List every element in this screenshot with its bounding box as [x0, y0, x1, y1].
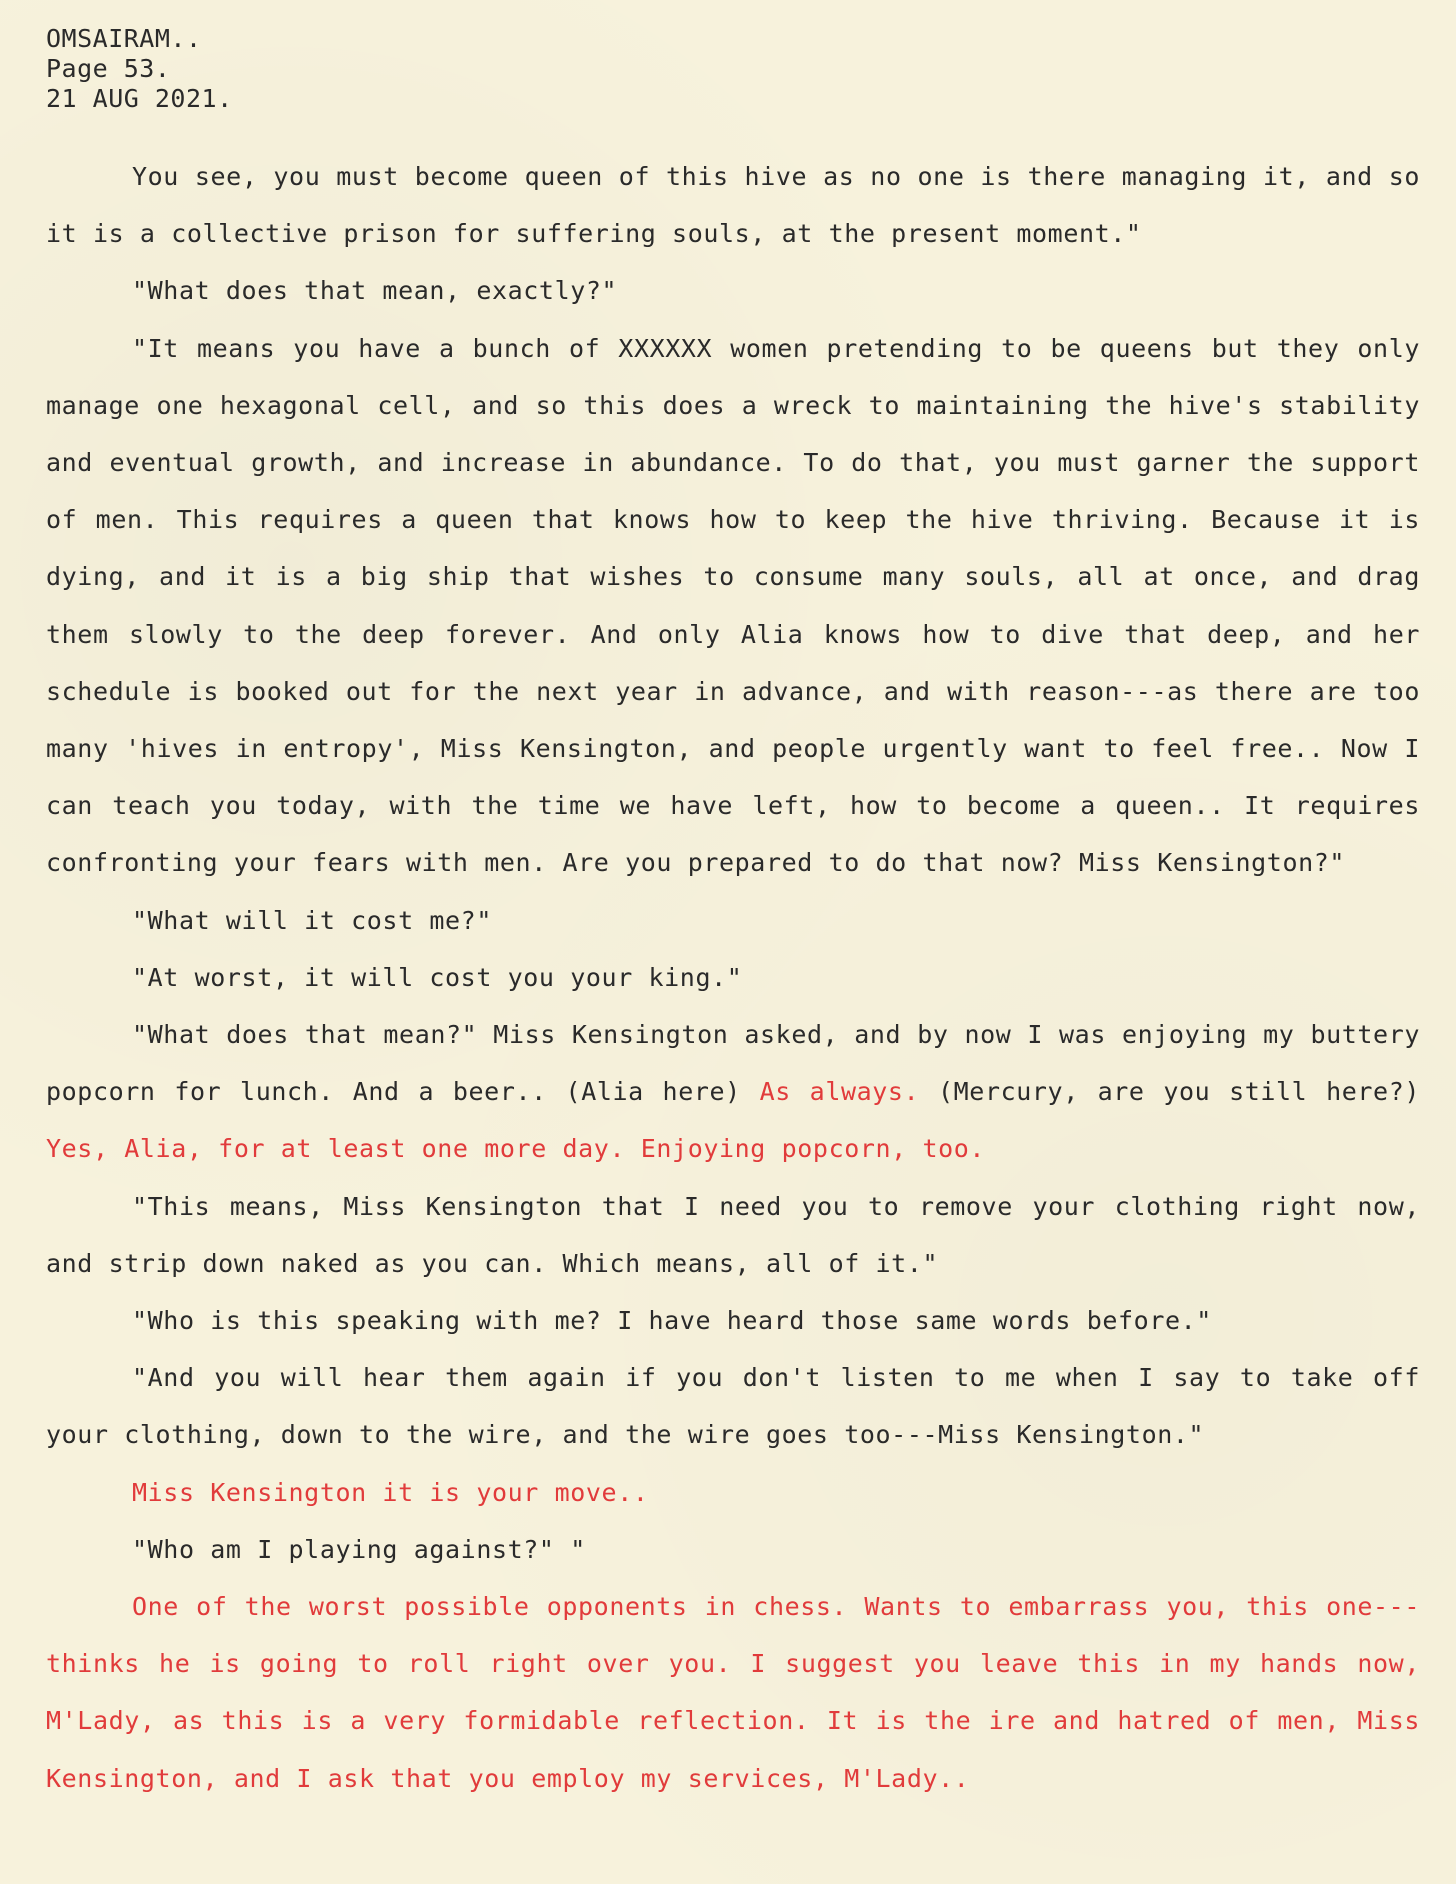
- paragraph: "This means, Miss Kensington that I need you to remove your clothing right now, and strip down naked as you can. Which means, all of it.": [46, 1191, 1420, 1278]
- paragraph: "Who am I playing against?" ": [132, 1534, 586, 1564]
- paragraph: "It means you have a bunch of XXXXXX women pretending to be queens but they only manage one hexagonal cell, and so this does a wreck to maintaining the hive's stability and eventual growth, and increase in abundance. To do that, you must garner the support of men. This requires a queen that knows how to keep the hive thriving. Because it is dying, and it is a big ship that wishes to consume many souls, all at once, and drag them slowly to the deep forever. And only Alia knows how to dive that deep, and her schedule is booked out for the next year in advance, and with reason---as there are too many 'hives in entropy', Miss Kensington, and people urgently want to feel free.. Now I can teach you today, with the time we have left, how to become a queen.. It requires confronting your fears with men. Are you prepared to do that now? Miss Kensington?": [46, 333, 1420, 878]
- red-paragraph: Miss Kensington it is your move..: [132, 1477, 649, 1507]
- red-text: Yes, Alia, for at least one more day. Enjoying popcorn, too.: [46, 1134, 986, 1164]
- paragraph: You see, you must become queen of this hive as no one is there managing it, and so it is a collective prison for suffering souls, at the present moment.": [46, 162, 1420, 249]
- paragraph: "And you will hear them again if you don't listen to me when I say to take off your clothing, down to the wire, and the wire goes too---Miss Kensington.": [46, 1363, 1420, 1450]
- paragraph: "Who is this speaking with me? I have heard those same words before.": [132, 1306, 1212, 1336]
- paragraph: "What does that mean?" Miss Kensington asked, and by now I was enjoying my buttery popcorn for lunch. And a beer.. (Alia here) As always. (Mercury, are you still here?) Yes, Alia, for at least one more day. Enjoying popcorn, too.: [46, 1020, 1421, 1164]
- paragraph: "What will it cost me?": [132, 905, 492, 935]
- red-text: As always.: [759, 1077, 920, 1107]
- header-line-omsairam: OMSAIRAM..: [46, 24, 202, 53]
- paragraph: "At worst, it will cost you your king.": [132, 962, 743, 992]
- red-paragraph: One of the worst possible opponents in chess. Wants to embarrass you, this one---thinks he is going to roll right over you. I suggest you leave this in my hands now, M'Lady, as this is a very formidable reflection. It is the ire and hatred of men, Miss Kensington, and I ask that you employ my services, M'Lady..: [46, 1592, 1420, 1793]
- page-header: [46, 24, 1420, 114]
- paragraph: "What does that mean, exactly?": [132, 276, 618, 306]
- page-body: [46, 148, 1420, 1807]
- header-page-number: Page 53.: [46, 54, 171, 83]
- header-date: 21 AUG 2021.: [46, 84, 233, 113]
